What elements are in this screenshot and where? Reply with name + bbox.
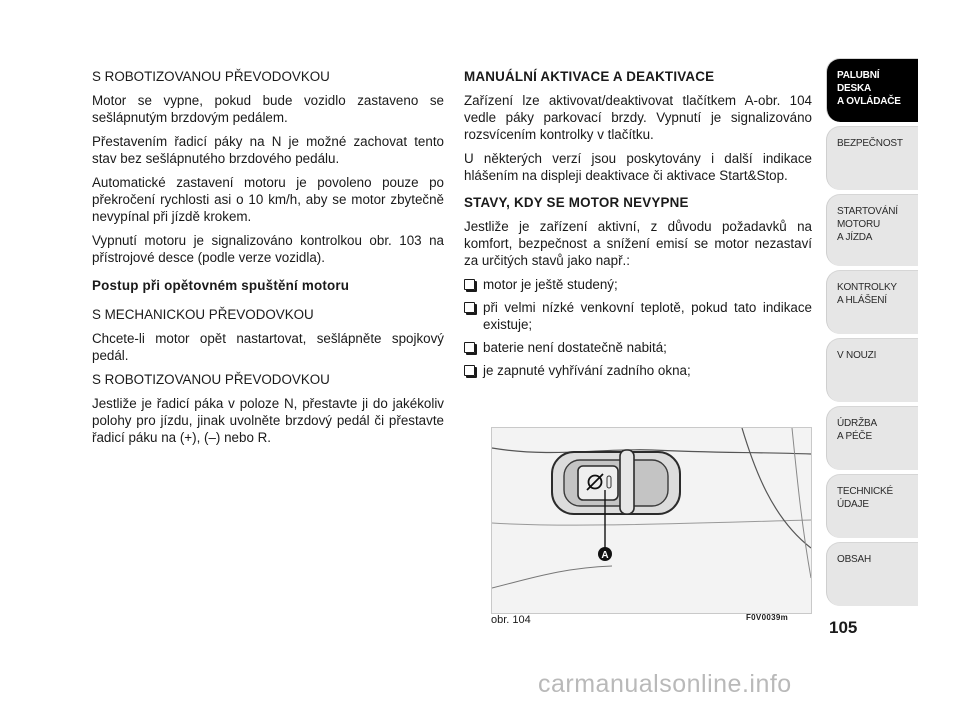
figure-start-stop-button <box>491 427 812 614</box>
left-column <box>92 68 444 453</box>
list-item: motor je ještě studený; <box>464 276 812 293</box>
tab-kontrolky[interactable]: KONTROLKY A HLÁŠENÍ <box>826 270 918 334</box>
chapter-tabs <box>826 58 918 610</box>
tab-udrzba[interactable]: ÚDRŽBA A PÉČE <box>826 406 918 470</box>
paragraph: S ROBOTIZOVANOU PŘEVODOVKOU <box>92 372 330 387</box>
tab-bezpecnost[interactable]: BEZPEČNOST <box>826 126 918 190</box>
paragraph: Motor se vypne, pokud bude vozidlo zastaveno se sešlápnutým brzdovým pedálem. <box>92 93 444 125</box>
figure-code: F0V0039m <box>746 613 788 622</box>
page-number: 105 <box>829 618 858 637</box>
tab-v-nouzi[interactable]: V NOUZI <box>826 338 918 402</box>
paragraph: S MECHANICKOU PŘEVODOVKOU <box>92 307 314 322</box>
checkbox-bullet-icon <box>464 365 475 376</box>
list-item: baterie není dostatečně nabitá; <box>464 339 812 356</box>
illustration <box>492 428 811 613</box>
list-item: při velmi nízké venkovní teplotě, pokud tato indikace existuje; <box>464 299 812 333</box>
checkbox-bullet-icon <box>464 279 475 290</box>
section-heading: Postup při opětovném spuštění motoru <box>92 278 350 293</box>
paragraph: U některých verzí jsou poskytovány i další indikace hlášením na displeji deaktivace či aktivace Start&Stop. <box>464 151 812 183</box>
paragraph: Automatické zastavení motoru je povoleno pouze po překročení rychlosti asi o 10 km/h, aby se motor zbytečně nevypínal při jízdě krokem. <box>92 175 444 224</box>
paragraph: Zařízení lze aktivovat/deaktivovat tlačítkem A-obr. 104 vedle páky parkovací brzdy. Vypnutí je signalizováno rozsvícením kontrolky v tlačítku. <box>464 93 812 142</box>
paragraph: S ROBOTIZOVANOU PŘEVODOVKOU <box>92 69 330 84</box>
callout-label-a: A <box>601 550 609 561</box>
checkbox-bullet-icon <box>464 342 475 353</box>
right-column <box>464 68 812 385</box>
list-item: je zapnuté vyhřívání zadního okna; <box>464 362 812 379</box>
watermark: carmanualsonline.info <box>538 670 792 698</box>
tab-palubni-deska[interactable]: PALUBNÍ DESKA A OVLÁDAČE <box>826 58 918 122</box>
paragraph: Vypnutí motoru je signalizováno kontrolkou obr. 103 na přístrojové desce (podle verze vozidla). <box>92 233 444 265</box>
paragraph: Chcete-li motor opět nastartovat, sešlápněte spojkový pedál. <box>92 331 444 363</box>
paragraph: Přestavením řadicí páky na N je možné zachovat tento stav bez sešlápnutého brzdového pedálu. <box>92 134 444 166</box>
tab-startovani[interactable]: STARTOVÁNÍ MOTORU A JÍZDA <box>826 194 918 266</box>
section-heading: STAVY, KDY SE MOTOR NEVYPNE <box>464 195 689 210</box>
tab-technicke-udaje[interactable]: TECHNICKÉ ÚDAJE <box>826 474 918 538</box>
paragraph: Jestliže je řadicí páka v poloze N, přestavte ji do jakékoliv polohy pro jízdu, jinak uvolněte brzdový pedál či přestavte řadicí páku na (+), (–) nebo R. <box>92 396 444 445</box>
section-heading: MANUÁLNÍ AKTIVACE A DEAKTIVACE <box>464 69 715 84</box>
paragraph: Jestliže je zařízení aktivní, z důvodu požadavků na komfort, bezpečnost a snížení emisí se motor nezastaví za určitých stavů jako např.: <box>464 219 812 268</box>
checkbox-bullet-icon <box>464 302 475 313</box>
figure-caption: obr. 104 <box>491 614 531 626</box>
tab-obsah[interactable]: OBSAH <box>826 542 918 606</box>
